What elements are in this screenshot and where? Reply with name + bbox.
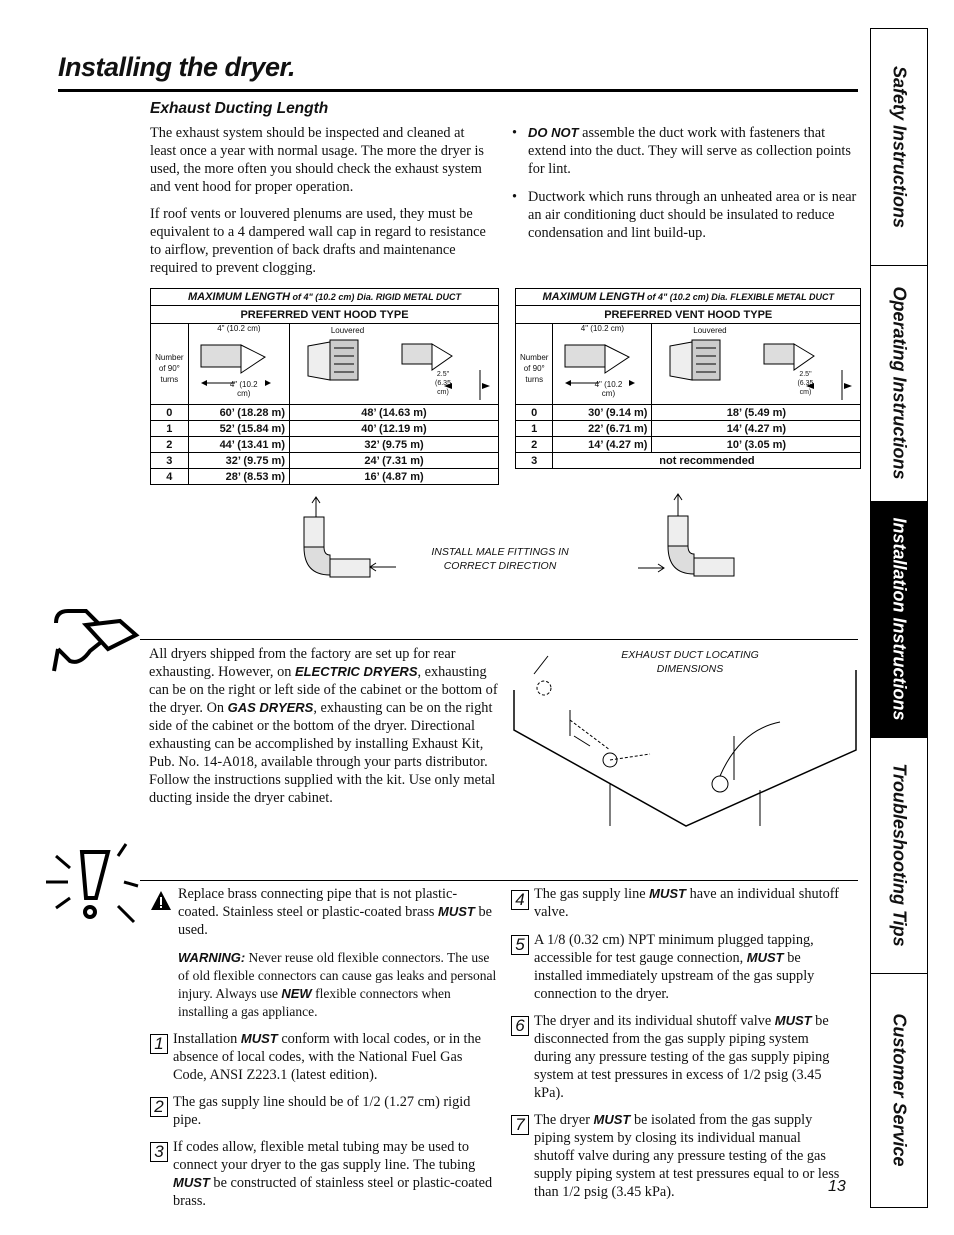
- step-number: 4: [511, 890, 529, 910]
- bullet-text: Ductwork which runs through an unheated area or is near an air conditioning duct should be insulated to reduce condensation and lint build-up.: [528, 189, 857, 241]
- hood-4in-cell: 4" (10.2 cm) 4" (10.2 cm): [553, 324, 652, 405]
- exhaust-paragraph-1: The exhaust system should be inspected and cleaned at least once a year with normal usage. The more the dryer is used, the more often you should check the exhaust system and vent hood for proper operation.: [150, 125, 485, 195]
- gas-step-2: The gas supply line should be of 1/2 (1.27 cm) rigid pipe.: [173, 1094, 471, 1128]
- male-fittings-diagram-left: [290, 495, 400, 585]
- gas-step-1: Installation MUST conform with local codes, or in the absence of local codes, with the National Fuel Gas Code, ANSI Z223.1 (latest edition).: [173, 1031, 482, 1083]
- directional-exhaust-paragraph: All dryers shipped from the factory are set up for rear exhausting. However, on ELECTRIC DRYERS, exhausting can be on the right or left side of the cabinet or the bottom of the dryer. On GAS DRYERS, exhausting can be on the right side of the cabinet or the bottom of the dryer. Directional exhausting can be accomplished by installing Exhaust Kit, Pub. No. 14-A018, available through your parts distributor. Follow the instructions supplied with the kit. Use only metal ducting inside the dryer cabinet.: [149, 646, 498, 806]
- turns-label-cell: Number of 90° turns: [516, 324, 553, 405]
- exhaust-kit-icon: [50, 605, 142, 675]
- gas-step-6: The dryer and its individual shutoff valve MUST be disconnected from the gas supply piping system during any pressure testing of the gas supply piping system at test pressures in excess of 1/2 psig (3.45 kPa).: [534, 1013, 830, 1101]
- table-subheader: PREFERRED VENT HOOD TYPE: [151, 306, 499, 324]
- louvered-hood-icon: [656, 336, 856, 402]
- exhaust-duct-locating-diagram: [510, 650, 860, 830]
- hood-louvered-cell: Louvered 2.5" (6.35 cm): [290, 324, 499, 405]
- tab-operating[interactable]: Operating Instructions: [871, 265, 927, 502]
- hood-4in-cell: 4" (10.2 cm) 4" (10.2 cm): [188, 324, 289, 405]
- page-number: 13: [828, 1178, 846, 1195]
- fittings-caption: INSTALL MALE FITTINGS IN CORRECT DIRECTION: [431, 546, 569, 572]
- section-rule: [140, 639, 858, 640]
- connector-warning: WARNING: Never reuse old flexible connectors. The use of old flexible connectors can cause gas leaks and personal injury. Always use NEW flexible connectors when installing a gas appliance.: [178, 950, 497, 1019]
- gas-step-4: The gas supply line MUST have an individual shutoff valve.: [534, 886, 840, 920]
- step-number: 2: [150, 1097, 168, 1117]
- warning-triangle-icon: [150, 890, 172, 912]
- male-fittings-diagram-right: [636, 492, 746, 584]
- rigid-duct-table: MAXIMUM LENGTH of 4" (10.2 cm) Dia. RIGID METAL DUCT PREFERRED VENT HOOD TYPE Number of 90° turns 4" (10.2 cm) 4" (10.2 cm) Louvered 2.5" (6.35 cm) 0 60’ (18.28 m) 48’ (14.63 m) 1 52’ (15.84 m) 40’ (12.19 m) 2 44’ (13.41 m) 32’ (9.75 m) 3 32’ (9.75 m) 24’ (7.31 m) 4 28’ (8.53 m) 16’ (4.87 m): [150, 288, 499, 485]
- step-number: 5: [511, 935, 529, 955]
- gas-step-3: If codes allow, flexible metal tubing may be used to connect your dryer to the gas supply line. The tubing MUST be constructed of stainless steel or plastic-coated brass.: [173, 1139, 493, 1209]
- gas-step-7: The dryer MUST be isolated from the gas supply piping system by closing its individual manual shutoff valve during any pressure testing of the gas supply piping system at test pressures equal to or less than 1/2 psig (3.45 kPa).: [534, 1112, 840, 1200]
- table-subheader: PREFERRED VENT HOOD TYPE: [516, 306, 861, 324]
- exhaust-paragraph-2: If roof vents or louvered plenums are used, they must be equivalent to a 4 dampered wall cap in regard to resistance to airflow, prevention of back drafts and maintenance required to prevent clogging.: [150, 206, 486, 276]
- step-number: 6: [511, 1016, 529, 1036]
- do-not-emphasis: DO NOT: [528, 125, 579, 140]
- table-caption: MAXIMUM LENGTH of 4" (10.2 cm) Dia. FLEXIBLE METAL DUCT: [516, 289, 861, 306]
- bullet-ductwork: • Ductwork which runs through an unheated area or is near an air conditioning duct should be insulated to reduce condensation and lint build-up.: [512, 188, 860, 242]
- brass-pipe-warning: Replace brass connecting pipe that is not plastic-coated. Stainless steel or plastic-coated brass MUST be used.: [178, 886, 492, 938]
- step-number: 1: [150, 1034, 168, 1054]
- section-rule: [140, 880, 858, 881]
- turns-label-cell: Number of 90° turns: [151, 324, 189, 405]
- page-title: Installing the dryer.: [58, 52, 296, 82]
- step-number: 7: [511, 1115, 529, 1135]
- step-number: 3: [150, 1142, 168, 1162]
- hood-louvered-cell: Louvered 2.5" (6.35 cm): [652, 324, 861, 405]
- section-heading: Exhaust Ducting Length: [150, 100, 329, 117]
- flex-duct-table: MAXIMUM LENGTH of 4" (10.2 cm) Dia. FLEXIBLE METAL DUCT PREFERRED VENT HOOD TYPE Number of 90° turns 4" (10.2 cm) 4" (10.2 cm) Louvered 2.5" (6.35 cm) 0 30’ (9.14 m) 18’ (5.49 m) 1 22’ (6.71 m) 14’ (4.27 m) 2 14’ (4.27 m) 10’ (3.05 m) 3 not recommended: [515, 288, 861, 469]
- tab-installation[interactable]: Installation Instructions: [871, 501, 927, 738]
- title-rule: [58, 89, 858, 92]
- tab-troubleshooting[interactable]: Troubleshooting Tips: [871, 737, 927, 974]
- section-tabs: [870, 28, 928, 1208]
- gas-step-5: A 1/8 (0.32 cm) NPT minimum plugged tapping, accessible for test gauge connection, MUST be installed immediately upstream of the gas supply connection to the dryer.: [534, 932, 815, 1002]
- tab-customer-service[interactable]: Customer Service: [889, 1013, 910, 1167]
- tab-safety[interactable]: Safety Instructions: [871, 29, 927, 266]
- bullet-do-not: • DO NOT assemble the duct work with fasteners that extend into the duct. They will serve as collection points for lint.: [512, 125, 851, 177]
- bullet-text: assemble the duct work with fasteners that extend into the duct. They will serve as collection points for lint.: [528, 125, 851, 177]
- louvered-hood-icon: [294, 336, 494, 402]
- exhaust-duct-caption: EXHAUST DUCT LOCATING DIMENSIONS: [621, 649, 759, 675]
- warning-exclamation-icon: [42, 836, 142, 926]
- table-caption: MAXIMUM LENGTH of 4" (10.2 cm) Dia. RIGID METAL DUCT: [151, 289, 499, 306]
